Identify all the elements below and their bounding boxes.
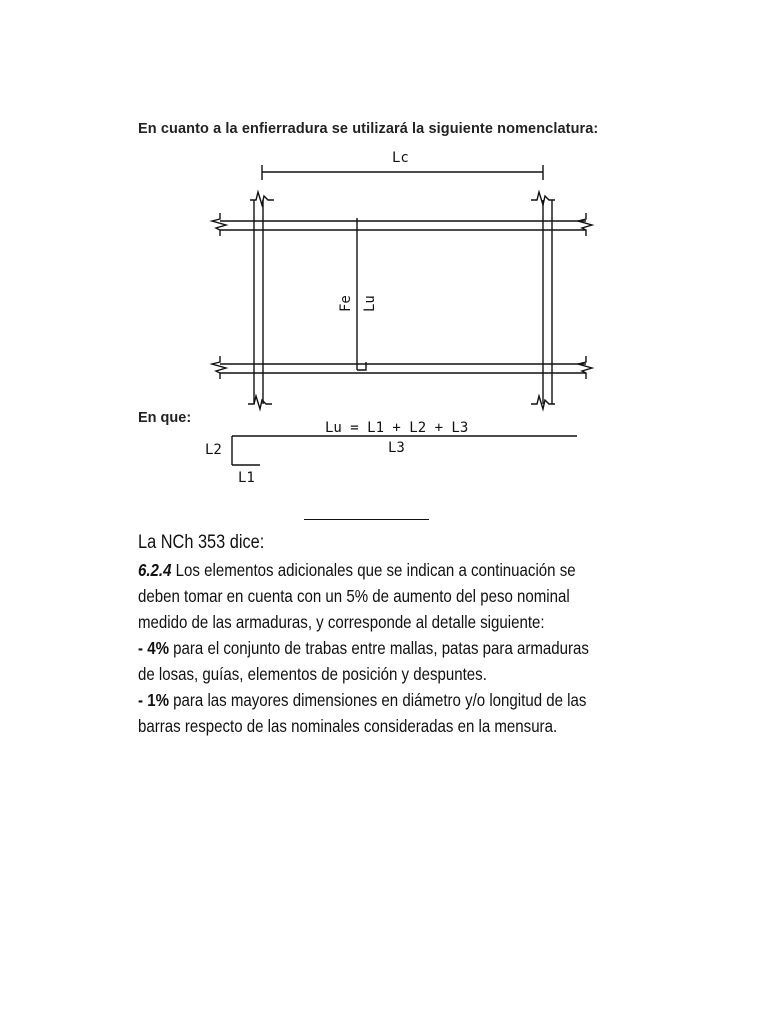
clause-number: 6.2.4: [138, 560, 172, 580]
label-lu: Lu: [362, 295, 378, 312]
label-l1: L1: [238, 470, 255, 486]
clause-paragraph: [138, 557, 598, 635]
formula-lu: Lu = L1 + L2 + L3: [325, 420, 469, 436]
beam-left-break-top: [212, 213, 226, 236]
nch-title: La NCh 353 dice:: [138, 532, 265, 553]
item1-prefix: - 4%: [138, 638, 169, 658]
item-1-percent: [138, 687, 598, 739]
clause-text: Los elementos adicionales que se indican a continuación se deben tomar en cuenta con un 5% de aumento del peso nominal medido de las armaduras, y corresponde al detalle siguiente:: [138, 560, 576, 632]
beam-right-break-top: [578, 213, 592, 236]
column-left-break-bottom: [248, 396, 272, 409]
intro-text: En cuanto a la enfierradura se utilizará la siguiente nomenclatura:: [138, 121, 599, 137]
separator-rule: [304, 519, 429, 520]
en-que-label: En que:: [138, 410, 192, 426]
label-l2: L2: [205, 442, 222, 458]
nch-body: [138, 557, 598, 739]
beam-left-break-bottom: [212, 356, 226, 379]
item2-text: para las mayores dimensiones en diámetro y/o longitud de las barras respecto de las nominales consideradas en la mensura.: [138, 690, 587, 736]
beam-right-break-bottom: [578, 356, 592, 379]
label-lc: Lc: [392, 150, 409, 166]
item-4-percent: [138, 635, 598, 687]
item1-text: para el conjunto de trabas entre mallas, patas para armaduras de losas, guías, elementos de posición y despuntes.: [138, 638, 589, 684]
label-l3: L3: [388, 440, 405, 456]
item2-prefix: - 1%: [138, 690, 169, 710]
label-fe: Fe: [338, 295, 354, 312]
